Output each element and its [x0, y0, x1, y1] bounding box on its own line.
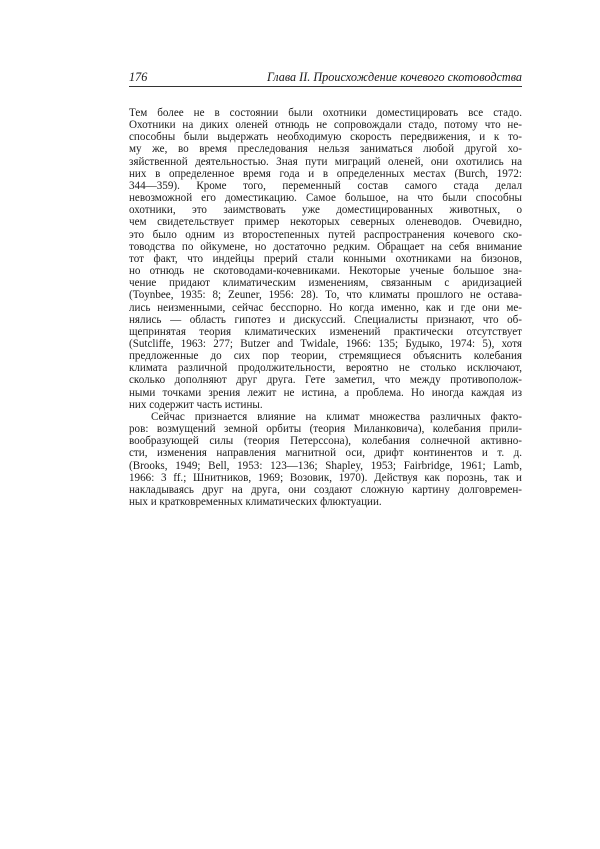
text-line: (Brooks, 1949; Bell, 1953: 123—136; Shapley, 1953; Fairbridge, 1961; Lamb,: [129, 459, 522, 472]
text-line: способны были выдержать необходимую скорость передвижения, и к то-: [129, 131, 522, 144]
text-line: чем свидетельствует пример некоторых северных оленеводов. Очевидно,: [129, 216, 522, 229]
text-line: зяйственной деятельностью. Зная пути миграций оленей, они охотились на: [129, 155, 522, 168]
text-line: (Sutcliffe, 1963: 277; Butzer and Twidale, 1966: 135; Будыко, 1974: 5), хотя: [129, 337, 522, 350]
text-line: Охотники на диких оленей отнюдь не сопровождали стадо, потому что не-: [129, 119, 522, 132]
text-line: сколько дополняют друг друга. Гете заметил, что между противополож-: [129, 374, 522, 387]
text-line: них в определенное время года и в определенных местах (Burch, 1972:: [129, 167, 522, 180]
body-text: [129, 107, 522, 508]
text-line: му же, во время преследования нельзя заниматься любой другой хо-: [129, 143, 522, 156]
text-line: Сейчас признается влияние на климат множества различных факто-: [151, 410, 522, 423]
text-line: щепринятая теория климатических изменений практически отсутствует: [129, 325, 522, 338]
text-line: ров: возмущений земной орбиты (теория Миланковича), колебания прили-: [129, 423, 522, 436]
text-line: 1966: 3 ff.; Шнитников, 1969; Возовик, 1970). Действуя как порознь, так и: [129, 471, 522, 484]
text-line: охотники, это заимствовать уже доместицированных животных, о: [129, 204, 522, 217]
chapter-title: Глава II. Происхождение кочевого скотоводства: [266, 70, 522, 84]
text-line: товодства по ойкумене, но достаточно редким. Обращает на себя внимание: [129, 240, 522, 253]
book-page: [129, 70, 522, 508]
text-line: это было одним из второстепенных путей распространения кочевого ско-: [129, 228, 522, 241]
text-line: климата различной продолжительности, вероятно не столько исключают,: [129, 362, 522, 375]
text-line: сти, изменения направления магнитной оси, дрифт континентов и т. д.: [129, 447, 522, 460]
text-line: накладываясь друг на друга, они создают сложную картину долговремен-: [129, 483, 522, 496]
text-line: невозможной его доместикацию. Самое большое, на что были способны: [129, 192, 522, 205]
running-head: [129, 70, 522, 87]
text-line: нялись — область гипотез и дискуссий. Специалисты признают, что об-: [129, 313, 522, 326]
text-line: вообразующей силы (теория Петерссона), колебания солнечной активно-: [129, 435, 522, 448]
text-line: 344—359). Кроме того, переменный состав самого стада делал: [129, 179, 522, 192]
text-line: но отнюдь не скотоводами-кочевниками. Некоторые ученые большое зна-: [129, 265, 522, 278]
text-line: ными точками зрения лежит не истина, а проблема. Но иногда каждая из: [129, 386, 522, 399]
text-line: предложенные до сих пор теории, стремящиеся объяснить колебания: [129, 350, 522, 363]
text-line: чение придают климатическим изменениям, связанным с аридизацией: [129, 277, 522, 290]
text-line: ных и кратковременных климатических флюктуации.: [129, 496, 382, 508]
text-line: тот факт, что индейцы прерий стали конными охотниками на бизонов,: [129, 252, 522, 265]
text-line: (Toynbee, 1935: 8; Zeuner, 1956: 28). То, что климаты прошлого не остава-: [129, 289, 522, 302]
text-line: них содержит часть истины.: [129, 398, 263, 411]
page-number: 176: [129, 70, 148, 84]
text-line: лись неизменными, сейчас бесспорно. Но когда именно, как и где они ме-: [129, 301, 522, 314]
text-line: Тем более не в состоянии были охотники доместицировать все стадо.: [129, 107, 522, 119]
